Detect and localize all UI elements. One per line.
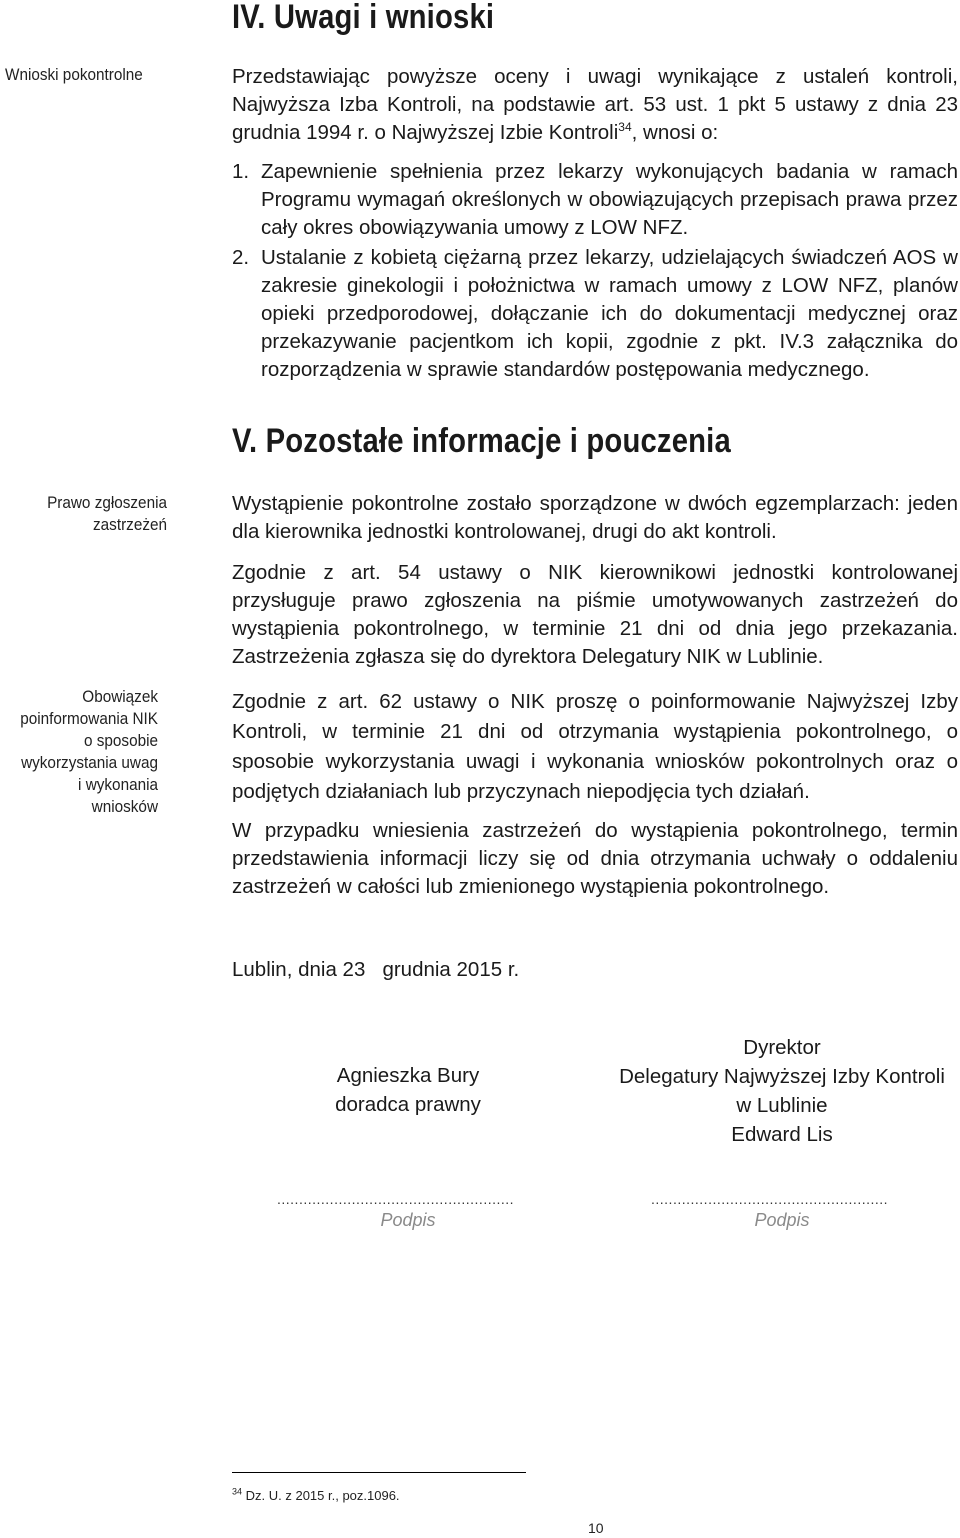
section-iv-title: IV. Uwagi i wnioski — [232, 0, 495, 36]
intro-paragraph — [232, 63, 958, 147]
signature-right — [596, 1033, 960, 1149]
footnote-ref: 34 — [618, 120, 632, 135]
footnote-rule — [232, 1472, 526, 1473]
footnote-text: Dz. U. z 2015 r., poz.1096. — [242, 1488, 400, 1503]
intro-end: , wnosi o: — [631, 121, 719, 144]
side-label-zastrzezenia: Prawo zgłoszenia zastrzeżeń — [47, 493, 167, 534]
list-item-text: Ustalanie z kobietą ciężarną przez lekarzy, udzielających świadczeń AOS w zakresie ginekologii i położnictwa w ramach umowy z LOW NFZ, planów opieki przedporodowej, dołączanie ich do dokumentacji medycznej oraz przekazywanie pacjentkom ich kopii, zgodnie z pkt. IV.3 załącznika do rozporządzenia w sprawie standardów postępowania medycznego. — [261, 246, 958, 381]
list-item-number: 2. — [232, 246, 250, 269]
paragraph-art62: Zgodnie z art. 62 ustawy o NIK proszę o poinformowanie Najwyższej Izby Kontroli, w terminie 21 dni od otrzymania wystąpienia pokontrolnego, o sposobie wykorzystania uwagi i wykonania wniosków pokontrolnych oraz o podjętych działaniach lub przyczynach niepodjęcia tych działań. — [232, 690, 958, 803]
signer-role: doradca prawny — [335, 1093, 481, 1116]
section-v-title: V. Pozostałe informacje i pouczenia — [232, 422, 731, 460]
intro-text: Przedstawiając powyższe oceny i uwagi wynikające z ustaleń kontroli, Najwyższa Izba Kontroli, na podstawie art. 53 ust. 1 pkt 5 ustawy z dnia 23 grudnia 1994 r. o Najwyższej Izbie Kontroli — [232, 65, 958, 144]
place-date: Lublin, dnia 23 grudnia 2015 r. — [232, 958, 520, 981]
signer-name: Edward Lis — [731, 1123, 833, 1146]
paragraph-art54: Zgodnie z art. 54 ustawy o NIK kierownikowi jednostki kontrolowanej przysługuje prawo zgłoszenia na piśmie umotywowanych zastrzeżeń do wystąpienia pokontrolnego, w terminie 21 dni od dnia jego przekazania. Zastrzeżenia zgłasza się do dyrektora Delegatury NIK w Lublinie. — [232, 561, 958, 668]
paragraph-egzemplarze: Wystąpienie pokontrolne zostało sporządzone w dwóch egzemplarzach: jeden dla kierownika jednostki kontrolowanej, drugi do akt kontroli. — [232, 492, 958, 543]
footnote-number: 34 — [232, 1486, 243, 1497]
page-number: 10 — [588, 1520, 604, 1536]
podpis-label-right: Podpis — [754, 1210, 810, 1230]
signer-institution: Delegatury Najwyższej Izby Kontroli — [619, 1065, 945, 1088]
signer-name: Agnieszka Bury — [336, 1064, 480, 1087]
conclusions-list — [232, 158, 958, 384]
side-label-obowiazek: Obowiązek poinformowania NIK o sposobie wykorzystania uwag i wykonania wniosków — [20, 687, 158, 816]
side-label-wnioski: Wnioski pokontrolne — [5, 65, 143, 84]
paragraph-termin: W przypadku wniesienia zastrzeżeń do wystąpienia pokontrolnego, termin przedstawienia informacji liczy się od dnia otrzymania uchwały o oddaleniu zastrzeżeń w całości lub zmienionego wystąpienia pokontrolnego. — [232, 819, 958, 898]
signature-line-right: ...................................................... — [651, 1191, 889, 1207]
signer-location: w Lublinie — [736, 1094, 828, 1117]
list-item — [232, 244, 958, 384]
list-item-number: 1. — [232, 160, 250, 183]
list-item-text: Zapewnienie spełnienia przez lekarzy wykonujących badania w ramach Programu wymagań określonych w obowiązujących przepisach prawa przez cały okres obowiązywania umowy z LOW NFZ. — [261, 160, 958, 239]
signature-line-left: ...................................................... — [277, 1191, 515, 1207]
list-item — [232, 158, 958, 242]
podpis-label-left: Podpis — [380, 1210, 436, 1230]
signature-left — [288, 1061, 528, 1119]
footnote — [232, 1488, 400, 1503]
signer-title: Dyrektor — [743, 1036, 821, 1059]
